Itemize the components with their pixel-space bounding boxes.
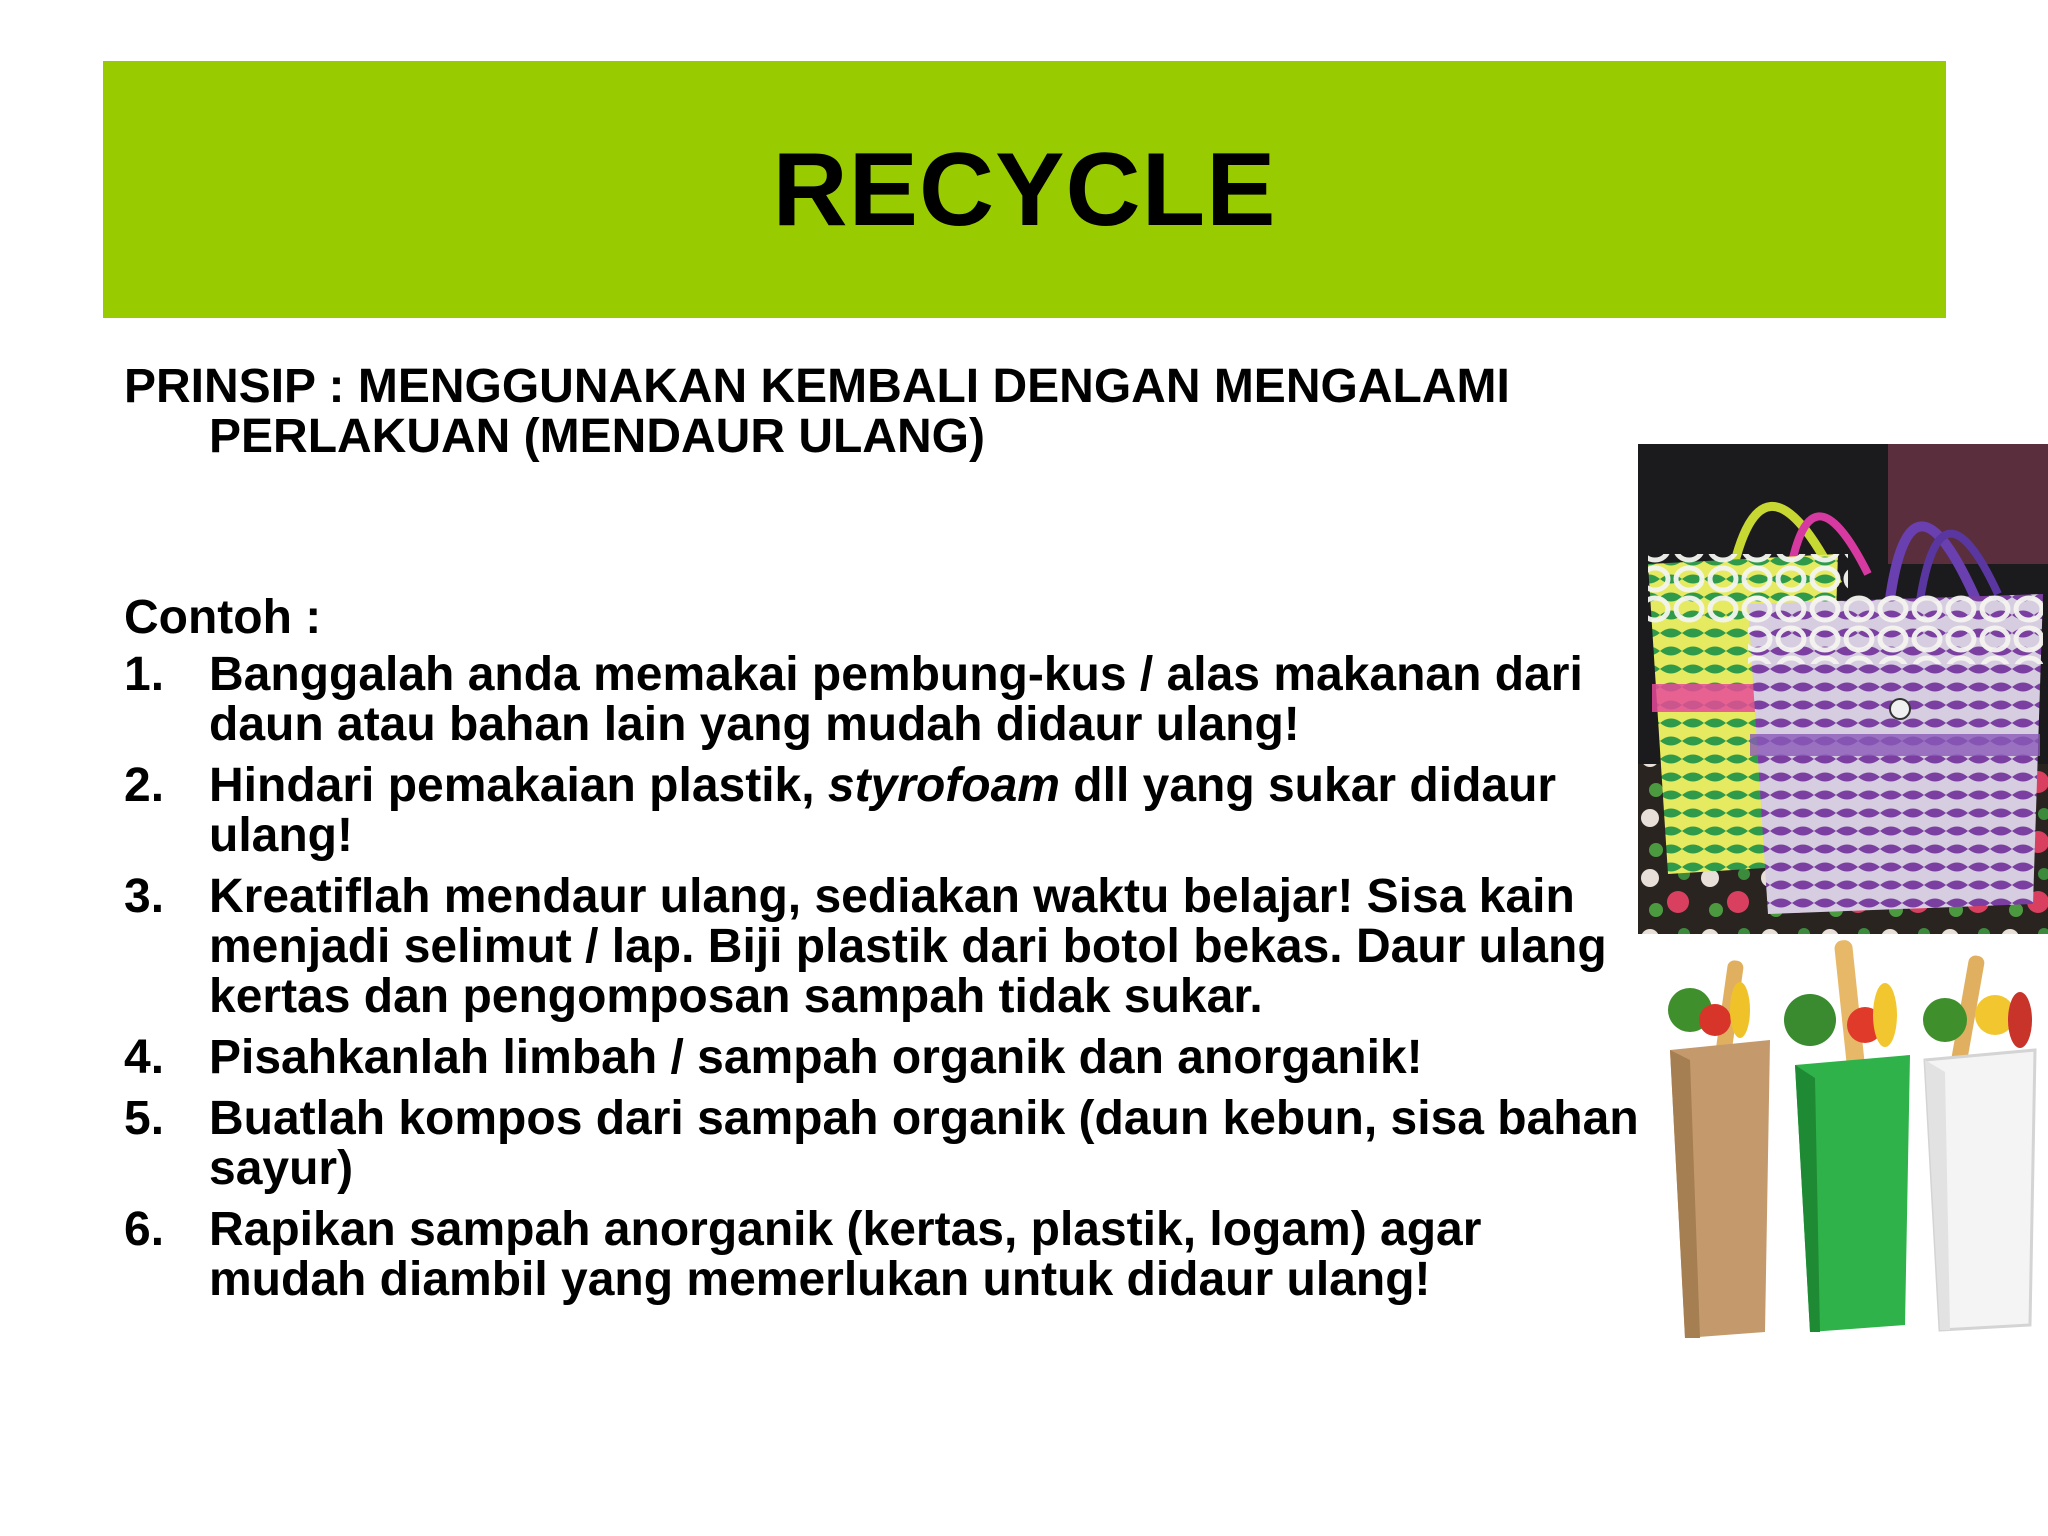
title-banner	[103, 61, 1946, 318]
list-text: Pisahkanlah limbah / sampah organik dan anorganik!	[209, 1031, 1423, 1084]
list-text: Buatlah kompos dari sampah organik (daun kebun, sisa bahan sayur)	[209, 1092, 1639, 1195]
list-item	[124, 650, 1644, 750]
list-number: 2.	[124, 759, 165, 812]
list-text: Banggalah anda memakai pembung-kus / alas makanan dari daun atau bahan lain yang mudah didaur ulang!	[209, 648, 1583, 751]
list-item	[124, 1094, 1644, 1194]
principle-text: PRINSIP : MENGGUNAKAN KEMBALI DENGAN MENGALAMI PERLAKUAN (MENDAUR ULANG)	[124, 360, 1510, 463]
list-item	[124, 872, 1644, 1022]
woven-baskets-photo	[1638, 444, 2048, 934]
list-item	[124, 1033, 1644, 1083]
list-text	[209, 761, 1644, 861]
list-number: 5.	[124, 1092, 165, 1145]
list-text: Rapikan sampah anorganik (kertas, plastik, logam) agar mudah diambil yang memerlukan untuk didaur ulang!	[209, 1203, 1482, 1306]
grocery-bags-photo	[1660, 940, 2048, 1340]
list-number: 4.	[124, 1031, 165, 1084]
list-item	[124, 1205, 1644, 1305]
list-number: 1.	[124, 648, 165, 701]
list-text-part: Hindari pemakaian plastik,	[209, 759, 828, 812]
list-text: Kreatiflah mendaur ulang, sediakan waktu belajar! Sisa kain menjadi selimut / lap. Biji plastik dari botol bekas. Daur ulang kertas dan pengomposan sampah tidak sukar.	[209, 870, 1607, 1023]
list-text-italic: styrofoam	[827, 759, 1060, 812]
slide-body	[124, 362, 1644, 1305]
examples-list	[124, 650, 1644, 1305]
list-number: 3.	[124, 870, 165, 923]
list-item	[124, 761, 1644, 861]
list-number: 6.	[124, 1203, 165, 1256]
list-text-part: dll yang sukar didaur ulang!	[209, 759, 1557, 862]
slide-title: RECYCLE	[772, 131, 1277, 248]
examples-label: Contoh :	[124, 591, 322, 644]
